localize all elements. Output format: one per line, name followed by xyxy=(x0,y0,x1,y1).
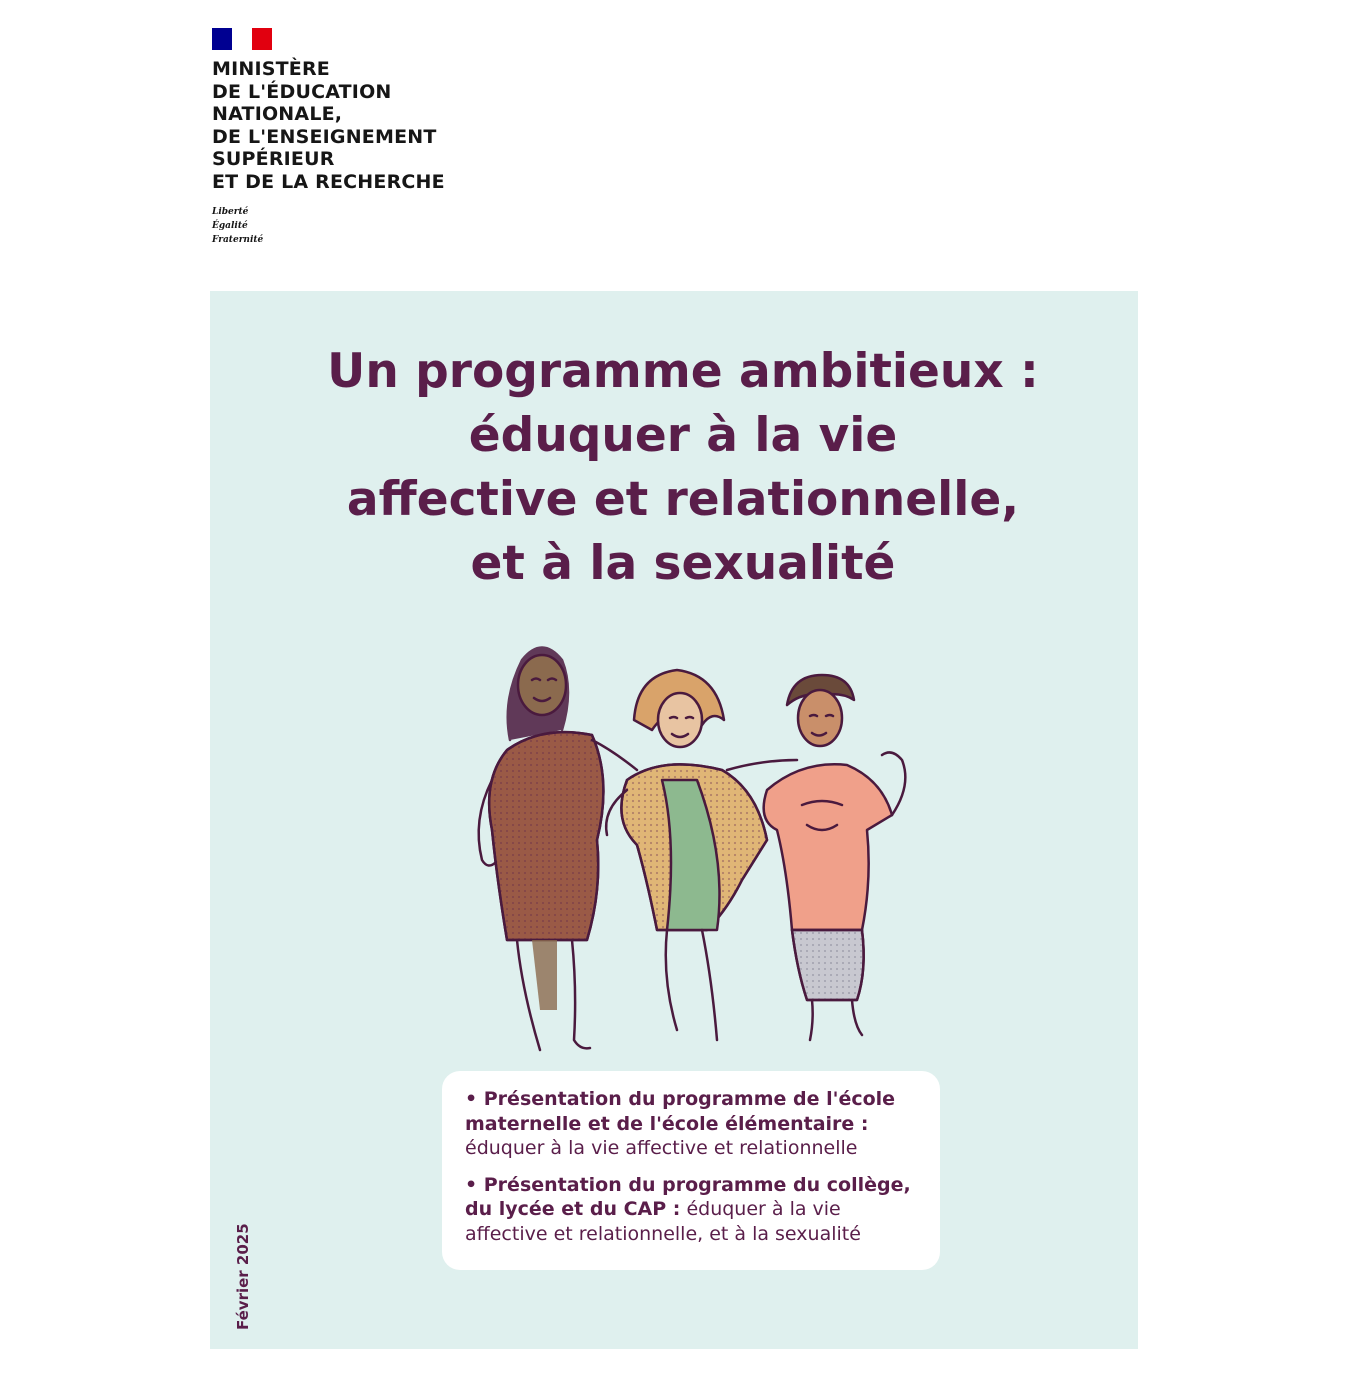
ministry-logo-block xyxy=(212,28,532,247)
motto-line: Fraternité xyxy=(212,235,264,245)
left-teen-figure xyxy=(479,648,637,1051)
program-info-item xyxy=(465,1087,924,1161)
republic-motto xyxy=(212,205,532,247)
motto-line: Liberté xyxy=(212,207,249,217)
ministry-name-line: SUPÉRIEUR xyxy=(212,148,335,170)
ministry-name-line: DE L'ÉDUCATION xyxy=(212,80,392,103)
middle-teen-figure xyxy=(606,670,797,1040)
ministry-name-line: MINISTÈRE xyxy=(212,58,330,80)
flag-red-stripe xyxy=(252,28,272,50)
cover-title-line: et à la sexualité xyxy=(470,536,896,591)
cover-title-line: Un programme ambitieux : xyxy=(327,344,1039,399)
ministry-name-line: NATIONALE, xyxy=(212,103,343,125)
motto-line: Égalité xyxy=(212,221,248,231)
program-info-title: • Présentation du programme du collège, du lycée et du CAP : xyxy=(465,1173,911,1220)
flag-blue-stripe xyxy=(212,28,232,50)
program-info-item xyxy=(465,1173,924,1247)
program-info-title: • Présentation du programme de l'école maternelle et de l'école élémentaire : xyxy=(465,1088,896,1135)
ministry-name-line: DE L'ENSEIGNEMENT xyxy=(212,125,437,148)
ministry-name-line: ET DE LA RECHERCHE xyxy=(212,170,445,193)
flag-white-stripe xyxy=(232,28,252,50)
right-teen-figure xyxy=(764,675,906,1040)
cover-title-line: éduquer à la vie xyxy=(468,408,898,463)
program-info-subtitle: éduquer à la vie affective et relationnelle xyxy=(465,1137,858,1159)
program-info-box xyxy=(442,1071,940,1270)
three-teenagers-illustration xyxy=(462,630,942,1070)
french-flag-icon xyxy=(212,28,272,50)
cover-title-line: affective et relationnelle, xyxy=(346,472,1020,527)
program-info-subtitle: éduquer à la vie affective et relationnelle, et à la sexualité xyxy=(465,1198,861,1245)
ministry-name xyxy=(212,58,532,193)
cover-title xyxy=(0,340,1366,596)
publication-date: Février 2025 xyxy=(234,1223,252,1330)
